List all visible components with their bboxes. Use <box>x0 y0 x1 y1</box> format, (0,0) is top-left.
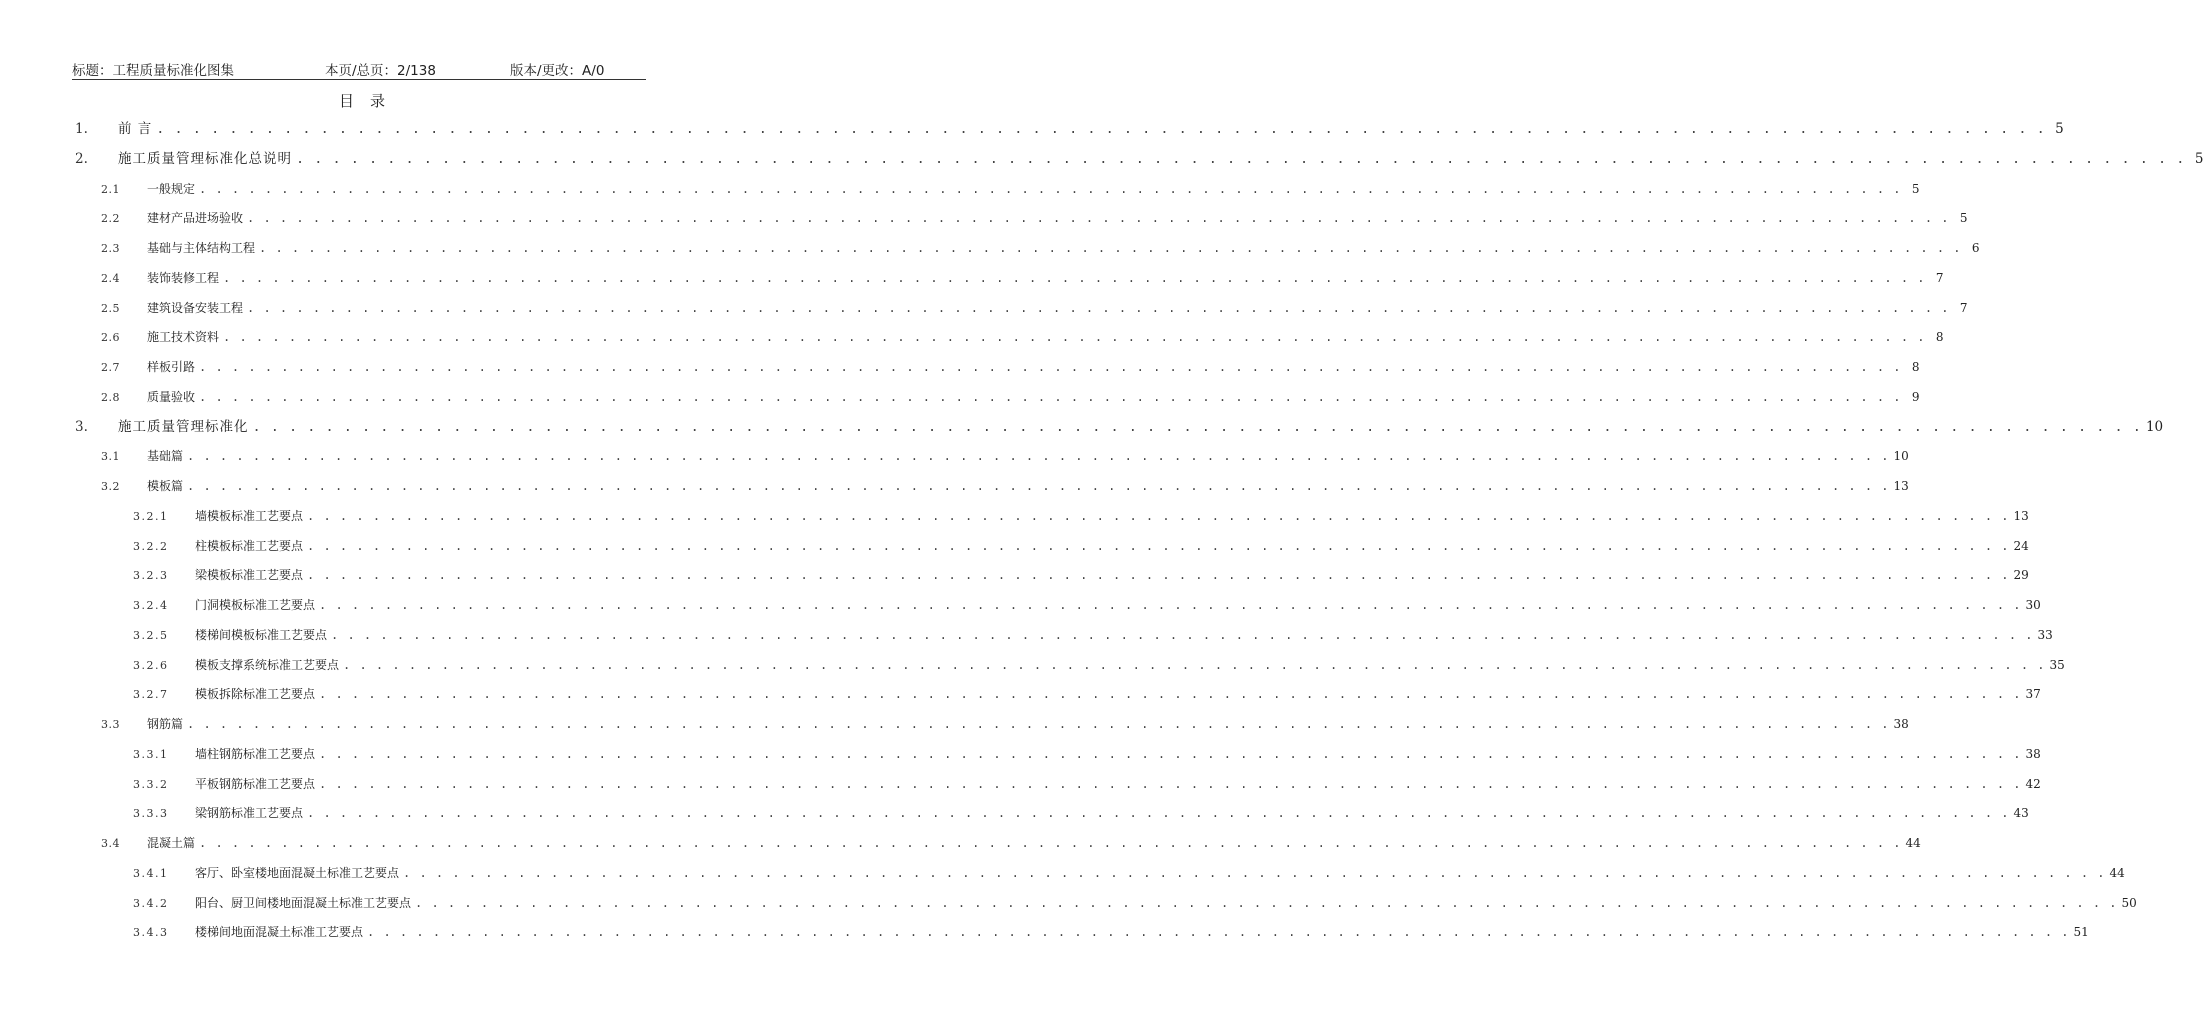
toc-entry-title: 墙柱钢筋标准工艺要点 <box>195 746 316 761</box>
toc-dot-leader: . . . . . . . . . . . . . . . . . . . . . . . . . . . . . . . . . . . . . . . . . . . . . . . . . . . . . . . . . . . . . . . . . . . . . . . . . . . . . . . . . . . . . . . . . . . . . . . . . . . . . . . . <box>247 211 1950 226</box>
toc-entry-number: 3.3.2 <box>133 777 169 791</box>
toc-entry-title: 基础与主体结构工程 <box>147 241 256 255</box>
toc-entry-title: 门洞模板标准工艺要点 <box>195 598 316 612</box>
toc-entry[interactable] <box>101 715 1909 733</box>
toc-entry-title: 钢筋篇 <box>147 717 184 731</box>
toc-entry[interactable] <box>101 269 1944 287</box>
toc-dot-leader: . . . . . . . . . . . . . . . . . . . . . . . . . . . . . . . . . . . . . . . . . . . . . . . . . . . . . . . . . . . . . . . . . . . . . . . . . . . . . . . . . . . . . . . . . . . . . . . . . . . . . . . . <box>415 895 2118 910</box>
toc-dot-leader: . . . . . . . . . . . . . . . . . . . . . . . . . . . . . . . . . . . . . . . . . . . . . . . . . . . . . . . . . . . . . . . . . . . . . . . . . . . . . . . . . . . . . . . . . . . . . . . . . . . . . . . . <box>199 181 1902 196</box>
toc-entry-number: 3.2.3 <box>133 569 169 583</box>
toc-entry-page: 13 <box>1893 479 1909 493</box>
toc-entry-page: 13 <box>2013 508 2029 523</box>
toc-entry-page: 5 <box>1911 181 1920 196</box>
toc-entry[interactable] <box>101 834 1921 852</box>
toc-entry[interactable] <box>101 447 1909 465</box>
toc-entry[interactable] <box>133 894 2137 912</box>
toc-dot-leader: . . . . . . . . . . . . . . . . . . . . . . . . . . . . . . . . . . . . . . . . . . . . . . . . . . . . . . . . . . . . . . . . . . . . . . . . . . . . . . . . . . . . . . . . . . . . . . . . . . . . . . . . <box>319 746 2022 761</box>
toc-entry[interactable] <box>133 656 2065 674</box>
toc-entry[interactable] <box>133 626 2053 644</box>
toc-entry-title: 建材产品进场验收 <box>147 211 244 226</box>
toc-entry-number: 2.3 <box>101 242 120 255</box>
toc-entry-title: 模板篇 <box>147 479 184 493</box>
toc-entry-page: 33 <box>2037 627 2053 642</box>
toc-entry-page: 8 <box>1911 360 1920 374</box>
toc-entry-number: 3.3.3 <box>133 807 169 821</box>
toc-dot-leader: . . . . . . . . . . . . . . . . . . . . . . . . . . . . . . . . . . . . . . . . . . . . . . . . . . . . . . . . . . . . . . . . . . . . . . . . . . . . . . . . . . . . . . . . . . . . . . . . . . . . . . . . <box>319 687 2022 702</box>
toc-entry-title: 施工技术资料 <box>147 330 220 345</box>
toc-dot-leader: . . . . . . . . . . . . . . . . . . . . . . . . . . . . . . . . . . . . . . . . . . . . . . . . . . . . . . . . . . . . . . . . . . . . . . . . . . . . . . . . . . . . . . . . . . . . . . . . . . . . . . . . <box>259 241 1962 255</box>
toc-dot-leader: . . . . . . . . . . . . . . . . . . . . . . . . . . . . . . . . . . . . . . . . . . . . . . . . . . . . . . . . . . . . . . . . . . . . . . . . . . . . . . . . . . . . . . . . . . . . . . . . . . . . . . . . <box>199 389 1902 404</box>
toc-dot-leader: . . . . . . . . . . . . . . . . . . . . . . . . . . . . . . . . . . . . . . . . . . . . . . . . . . . . . . . . . . . . . . . . . . . . . . . . . . . . . . . . . . . . . . . . . . . . . . . . . . . . . . . . <box>252 418 2142 435</box>
toc-entry-number: 3.4.2 <box>133 896 169 910</box>
toc-dot-leader: . . . . . . . . . . . . . . . . . . . . . . . . . . . . . . . . . . . . . . . . . . . . . . . . . . . . . . . . . . . . . . . . . . . . . . . . . . . . . . . . . . . . . . . . . . . . . . . . . . . . . . . . <box>403 865 2106 880</box>
toc-entry-page: 44 <box>1905 836 1921 850</box>
toc-dot-leader: . . . . . . . . . . . . . . . . . . . . . . . . . . . . . . . . . . . . . . . . . . . . . . . . . . . . . . . . . . . . . . . . . . . . . . . . . . . . . . . . . . . . . . . . . . . . . . . . . . . . . . . . <box>307 538 2010 553</box>
toc-entry[interactable] <box>133 745 2041 763</box>
toc-entry-title: 楼梯间地面混凝土标准工艺要点 <box>195 925 364 940</box>
toc-entry-page: 38 <box>1893 717 1909 731</box>
header-page-count: 本页/总页：2/138 <box>325 63 436 79</box>
toc-entry-title: 墙模板标准工艺要点 <box>195 508 304 523</box>
toc-entry-page: 24 <box>2013 538 2029 553</box>
toc-entry-title: 客厅、卧室楼地面混凝土标准工艺要点 <box>195 865 400 880</box>
toc-dot-leader: . . . . . . . . . . . . . . . . . . . . . . . . . . . . . . . . . . . . . . . . . . . . . . . . . . . . . . . . . . . . . . . . . . . . . . . . . . . . . . . . . . . . . . . . . . . . . . . . . . . . . . . . <box>343 657 2046 672</box>
toc-dot-leader: . . . . . . . . . . . . . . . . . . . . . . . . . . . . . . . . . . . . . . . . . . . . . . . . . . . . . . . . . . . . . . . . . . . . . . . . . . . . . . . . . . . . . . . . . . . . . . . . . . . . . . . . <box>307 508 2010 523</box>
toc-entry-page: 10 <box>2145 418 2164 435</box>
toc-entry[interactable] <box>101 299 1968 317</box>
toc-entry-title: 平板钢筋标准工艺要点 <box>195 776 316 791</box>
toc-entry-page: 10 <box>1893 449 1909 464</box>
toc-entry-page: 42 <box>2025 776 2041 791</box>
toc-entry-title: 模板拆除标准工艺要点 <box>195 687 316 702</box>
toc-entry[interactable] <box>101 477 1909 495</box>
toc-entry-page: 44 <box>2109 865 2125 880</box>
toc-entry[interactable] <box>133 507 2029 525</box>
toc-dot-leader: . . . . . . . . . . . . . . . . . . . . . . . . . . . . . . . . . . . . . . . . . . . . . . . . . . . . . . . . . . . . . . . . . . . . . . . . . . . . . . . . . . . . . . . . . . . . . . . . . . . . . . . . <box>331 627 2034 642</box>
toc-entry-title: 楼梯间模板标准工艺要点 <box>195 627 328 642</box>
toc-dot-leader: . . . . . . . . . . . . . . . . . . . . . . . . . . . . . . . . . . . . . . . . . . . . . . . . . . . . . . . . . . . . . . . . . . . . . . . . . . . . . . . . . . . . . . . . . . . . . . . . . . . . . . . . <box>187 717 1890 731</box>
toc-entry[interactable] <box>101 358 1920 376</box>
toc-entry-title: 基础篇 <box>147 449 184 464</box>
toc-entry[interactable] <box>133 923 2089 941</box>
toc-entry-title: 施工质量管理标准化总说明 <box>118 150 292 167</box>
toc-entry-number: 2.8 <box>101 390 120 404</box>
toc-entry-number: 2.2 <box>101 212 120 226</box>
toc-entry-number: 2. <box>75 150 88 167</box>
header-version: 版本/更改：A/0 <box>510 63 605 79</box>
toc-entry-number: 2.1 <box>101 182 120 196</box>
toc-entry-number: 2.5 <box>101 301 120 315</box>
toc-entry[interactable] <box>133 566 2029 584</box>
toc-entry-page: 38 <box>2025 746 2041 761</box>
toc-entry-page: 51 <box>2073 925 2089 940</box>
toc-entry[interactable] <box>133 864 2125 882</box>
toc-entry-number: 3.2.2 <box>133 539 169 553</box>
toc-entry-number: 2.7 <box>101 361 120 374</box>
toc-entry-title: 质量验收 <box>147 389 196 404</box>
toc-entry[interactable] <box>101 388 1920 406</box>
toc-entry[interactable] <box>75 120 2064 138</box>
toc-entry-page: 30 <box>2025 598 2041 612</box>
toc-entry-number: 3.2.1 <box>133 509 169 523</box>
toc-entry-title: 混凝土篇 <box>147 836 196 850</box>
toc-dot-leader: . . . . . . . . . . . . . . . . . . . . . . . . . . . . . . . . . . . . . . . . . . . . . . . . . . . . . . . . . . . . . . . . . . . . . . . . . . . . . . . . . . . . . . . . . . . . . . . . . . . . . . . . <box>307 806 2010 821</box>
toc-dot-leader: . . . . . . . . . . . . . . . . . . . . . . . . . . . . . . . . . . . . . . . . . . . . . . . . . . . . . . . . . . . . . . . . . . . . . . . . . . . . . . . . . . . . . . . . . . . . . . . . . . . . . . . . <box>296 150 2186 167</box>
toc-entry-number: 3.2.7 <box>133 688 169 702</box>
toc-entry-title: 模板支撑系统标准工艺要点 <box>195 657 340 672</box>
toc-entry-page: 5 <box>2055 121 2064 137</box>
toc-entry-number: 3.2 <box>101 480 120 493</box>
toc-entry[interactable] <box>133 537 2029 555</box>
toc-heading: 目录 <box>338 92 401 110</box>
toc-entry-number: 2.4 <box>101 271 120 285</box>
toc-entry-number: 3.2.6 <box>133 658 169 672</box>
toc-dot-leader: . . . . . . . . . . . . . . . . . . . . . . . . . . . . . . . . . . . . . . . . . . . . . . . . . . . . . . . . . . . . . . . . . . . . . . . . . . . . . . . . . . . . . . . . . . . . . . . . . . . . . . . . <box>307 568 2010 583</box>
toc-entry-page: 37 <box>2025 687 2041 702</box>
toc-dot-leader: . . . . . . . . . . . . . . . . . . . . . . . . . . . . . . . . . . . . . . . . . . . . . . . . . . . . . . . . . . . . . . . . . . . . . . . . . . . . . . . . . . . . . . . . . . . . . . . . . . . . . . . . <box>223 270 1926 285</box>
toc-entry-page: 9 <box>1911 389 1920 404</box>
toc-entry[interactable] <box>101 180 1920 198</box>
toc-entry-title: 装饰装修工程 <box>147 270 220 285</box>
toc-entry-number: 1. <box>75 121 88 137</box>
toc-entry-number: 3.1 <box>101 450 120 464</box>
toc-entry-title: 梁模板标准工艺要点 <box>195 568 304 583</box>
toc-entry-page: 5 <box>1959 211 1968 226</box>
toc-entry-title: 柱模板标准工艺要点 <box>195 538 304 553</box>
toc-entry-number: 3.2.5 <box>133 628 169 642</box>
toc-entry[interactable] <box>133 775 2041 793</box>
toc-entry-number: 3.3 <box>101 718 120 731</box>
toc-dot-leader: . . . . . . . . . . . . . . . . . . . . . . . . . . . . . . . . . . . . . . . . . . . . . . . . . . . . . . . . . . . . . . . . . . . . . . . . . . . . . . . . . . . . . . . . . . . . . . . . . . . . . . . . <box>199 360 1902 374</box>
toc-entry[interactable] <box>75 150 2203 168</box>
toc-entry-number: 3.2.4 <box>133 599 169 612</box>
toc-entry-number: 3.4.3 <box>133 926 169 940</box>
toc-dot-leader: . . . . . . . . . . . . . . . . . . . . . . . . . . . . . . . . . . . . . . . . . . . . . . . . . . . . . . . . . . . . . . . . . . . . . . . . . . . . . . . . . . . . . . . . . . . . . . . . . . . . . . . . <box>187 449 1890 464</box>
toc-dot-leader: . . . . . . . . . . . . . . . . . . . . . . . . . . . . . . . . . . . . . . . . . . . . . . . . . . . . . . . . . . . . . . . . . . . . . . . . . . . . . . . . . . . . . . . . . . . . . . . . . . . . . . . . <box>187 479 1890 493</box>
toc-entry-number: 3.3.1 <box>133 747 169 761</box>
toc-entry-page: 7 <box>1935 270 1944 285</box>
toc-entry-title: 阳台、厨卫间楼地面混凝土标准工艺要点 <box>195 895 412 910</box>
toc-dot-leader: . . . . . . . . . . . . . . . . . . . . . . . . . . . . . . . . . . . . . . . . . . . . . . . . . . . . . . . . . . . . . . . . . . . . . . . . . . . . . . . . . . . . . . . . . . . . . . . . . . . . . . . . <box>319 598 2022 612</box>
toc-entry-page: 5 <box>2194 150 2203 167</box>
toc-entry-title: 样板引路 <box>147 360 196 374</box>
toc-entry-page: 35 <box>2049 657 2065 672</box>
toc-entry[interactable] <box>101 328 1944 346</box>
toc-entry-page: 8 <box>1935 330 1944 345</box>
toc-dot-leader: . . . . . . . . . . . . . . . . . . . . . . . . . . . . . . . . . . . . . . . . . . . . . . . . . . . . . . . . . . . . . . . . . . . . . . . . . . . . . . . . . . . . . . . . . . . . . . . . . . . . . . . . <box>319 776 2022 791</box>
toc-dot-leader: . . . . . . . . . . . . . . . . . . . . . . . . . . . . . . . . . . . . . . . . . . . . . . . . . . . . . . . . . . . . . . . . . . . . . . . . . . . . . . . . . . . . . . . . . . . . . . . . . . . . . . . . <box>199 836 1902 850</box>
toc-entry-page: 7 <box>1959 300 1968 315</box>
toc-entry-number: 3.4.1 <box>133 866 169 880</box>
toc-dot-leader: . . . . . . . . . . . . . . . . . . . . . . . . . . . . . . . . . . . . . . . . . . . . . . . . . . . . . . . . . . . . . . . . . . . . . . . . . . . . . . . . . . . . . . . . . . . . . . . . . . . . . . . . <box>156 121 2046 137</box>
toc-entry-title: 一般规定 <box>147 181 196 196</box>
toc-entry[interactable] <box>133 685 2041 703</box>
toc-entry-title: 建筑设备安装工程 <box>147 300 244 315</box>
toc-entry-title: 前 言 <box>118 121 153 137</box>
toc-entry[interactable] <box>101 239 1980 257</box>
toc-entry-number: 2.6 <box>101 331 120 345</box>
toc-entry-page: 6 <box>1971 241 1980 255</box>
toc-dot-leader: . . . . . . . . . . . . . . . . . . . . . . . . . . . . . . . . . . . . . . . . . . . . . . . . . . . . . . . . . . . . . . . . . . . . . . . . . . . . . . . . . . . . . . . . . . . . . . . . . . . . . . . . <box>223 330 1926 345</box>
toc-entry[interactable] <box>75 418 2164 436</box>
toc-entry-title: 梁钢筋标准工艺要点 <box>195 806 304 821</box>
toc-entry[interactable] <box>133 596 2041 614</box>
toc-dot-leader: . . . . . . . . . . . . . . . . . . . . . . . . . . . . . . . . . . . . . . . . . . . . . . . . . . . . . . . . . . . . . . . . . . . . . . . . . . . . . . . . . . . . . . . . . . . . . . . . . . . . . . . . <box>367 925 2070 940</box>
toc-entry-title: 施工质量管理标准化 <box>118 418 249 435</box>
toc-dot-leader: . . . . . . . . . . . . . . . . . . . . . . . . . . . . . . . . . . . . . . . . . . . . . . . . . . . . . . . . . . . . . . . . . . . . . . . . . . . . . . . . . . . . . . . . . . . . . . . . . . . . . . . . <box>247 300 1950 315</box>
toc-entry[interactable] <box>133 804 2029 822</box>
toc-entry-number: 3.4 <box>101 837 120 850</box>
toc-entry-page: 29 <box>2013 568 2029 583</box>
toc-entry[interactable] <box>101 209 1968 227</box>
toc-entry-page: 50 <box>2121 895 2137 910</box>
header-title: 标题：工程质量标准化图集 <box>72 63 234 79</box>
toc-entry-page: 43 <box>2013 806 2029 821</box>
toc-entry-number: 3. <box>75 418 88 435</box>
